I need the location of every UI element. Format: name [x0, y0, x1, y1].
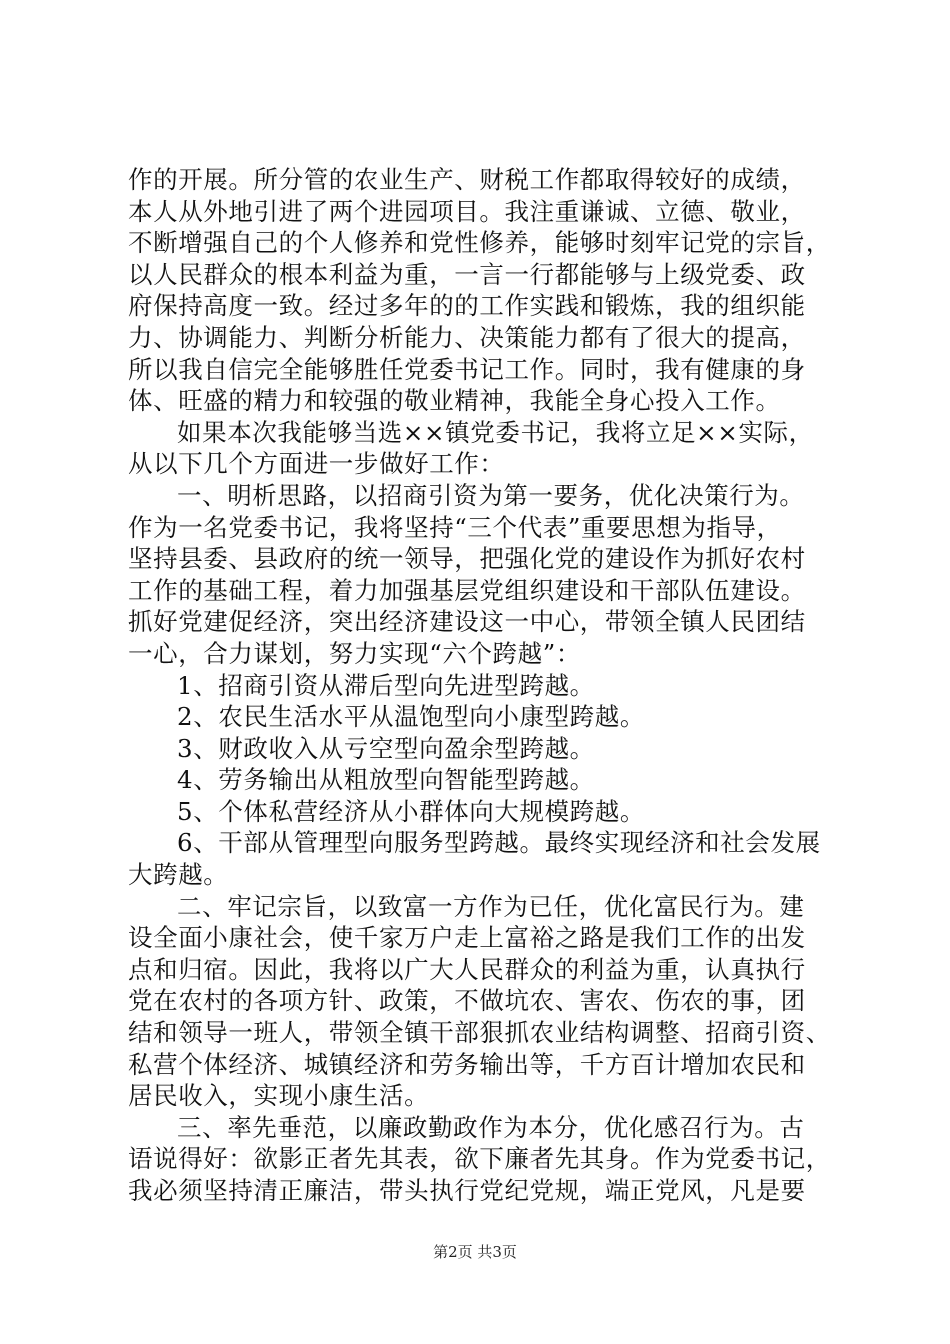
page-number-label: 第2页 共3页 [433, 1243, 517, 1261]
text-line: 点和归宿。因此，我将以广大人民群众的利益为重，认真执行 [128, 954, 806, 984]
text-line: 大跨越。 [128, 860, 229, 890]
text-line: 结和领导一班人，带领全镇干部狠抓农业结构调整、招商引资、 [128, 1018, 831, 1048]
text-line: 居民收入，实现小康生活。 [128, 1081, 430, 1111]
text-line: 二、牢记宗旨，以致富一方作为已任，优化富民行为。建 [177, 891, 805, 921]
text-line: 作的开展。所分管的农业生产、财税工作都取得较好的成绩， [128, 165, 806, 194]
text-line: 坚持县委、县政府的统一领导，把强化党的建设作为抓好农村 [128, 544, 806, 574]
text-line: 本人从外地引进了两个进园项目。我注重谦诚、立德、敬业， [128, 196, 806, 226]
text-line: 5、个体私营经济从小群体向大规模跨越。 [177, 796, 645, 826]
text-line: 2、农民生活水平从温饱型向小康型跨越。 [177, 702, 645, 732]
text-line: 3、财政收入从亏空型向盈余型跨越。 [177, 733, 595, 763]
text-line: 作为一名党委书记，我将坚持“三个代表”重要思想为指导， [128, 512, 782, 542]
text-line: 体、旺盛的精力和较强的敬业精神，我能全身心投入工作。 [128, 386, 781, 416]
text-line: 以人民群众的根本利益为重，一言一行都能够与上级党委、政 [128, 259, 806, 289]
text-line: 1、招商引资从滞后型向先进型跨越。 [177, 670, 595, 700]
text-line: 4、劳务输出从粗放型向智能型跨越。 [177, 765, 595, 795]
text-line: 如果本次我能够当选××镇党委书记，我将立足××实际， [177, 417, 814, 447]
text-line: 党在农村的各项方针、政策，不做坑农、害农、伤农的事，团 [128, 986, 806, 1016]
text-line: 6、干部从管理型向服务型跨越。最终实现经济和社会发展 [177, 828, 821, 858]
text-line: 府保持高度一致。经过多年的的工作实践和锻炼，我的组织能 [128, 291, 806, 321]
text-line: 力、协调能力、判断分析能力、决策能力都有了很大的提高， [128, 322, 806, 352]
text-line: 不断增强自己的个人修养和党性修养，能够时刻牢记党的宗旨， [128, 228, 831, 258]
text-line: 语说得好：欲影正者先其表，欲下廉者先其身。作为党委书记， [128, 1144, 831, 1174]
text-line: 私营个体经济、城镇经济和劳务输出等，千方百计增加农民和 [128, 1049, 806, 1079]
text-line: 一心，合力谋划，努力实现“六个跨越”： [128, 638, 581, 668]
text-line: 所以我自信完全能够胜任党委书记工作。同时，我有健康的身 [128, 354, 806, 384]
text-line: 抓好党建促经济，突出经济建设这一中心，带领全镇人民团结 [128, 607, 806, 637]
document-body [128, 164, 831, 1207]
text-line: 设全面小康社会，使千家万户走上富裕之路是我们工作的出发 [128, 923, 806, 953]
text-line: 工作的基础工程，着力加强基层党组织建设和干部队伍建设。 [128, 575, 806, 605]
text-line: 三、率先垂范，以廉政勤政作为本分，优化感召行为。古 [177, 1112, 805, 1142]
text-line: 从以下几个方面进一步做好工作： [128, 449, 505, 479]
text-line: 一、明析思路，以招商引资为第一要务，优化决策行为。 [177, 480, 805, 510]
text-line: 我必须坚持清正廉洁，带头执行党纪党规，端正党风，凡是要 [128, 1176, 806, 1205]
page-footer [0, 1242, 950, 1262]
